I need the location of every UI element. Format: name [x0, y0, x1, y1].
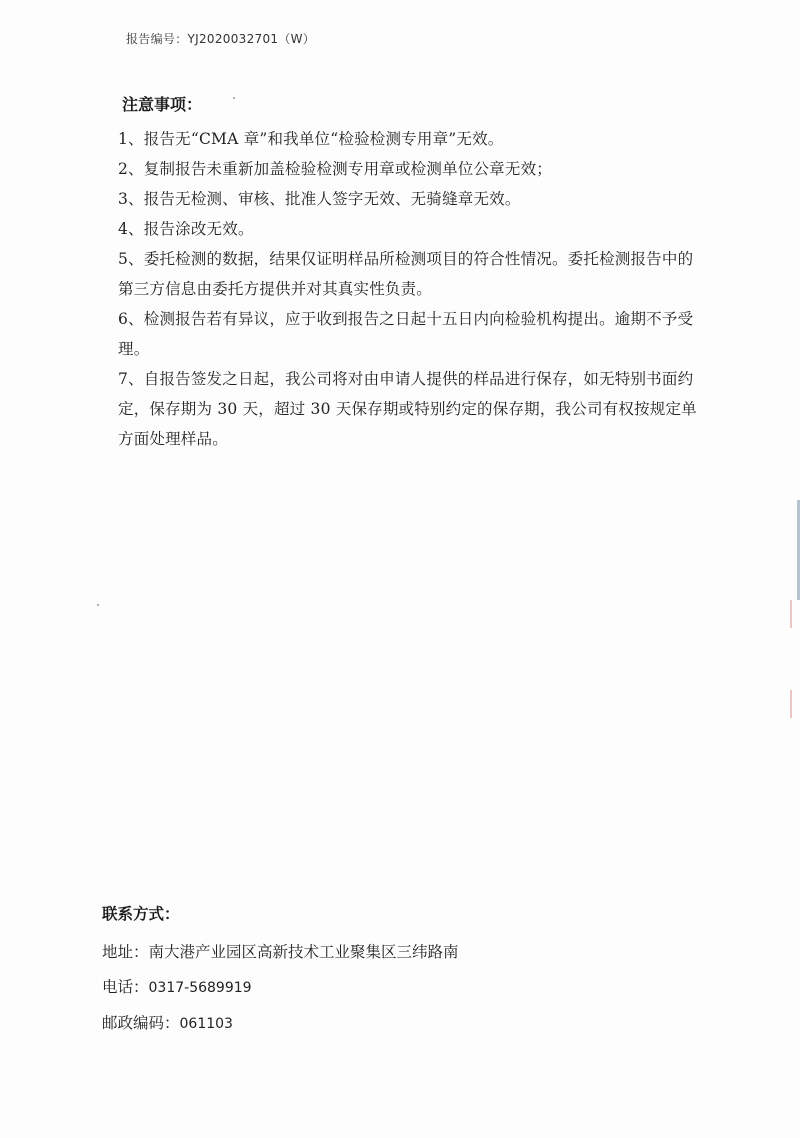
seal-fragment-mark: [790, 690, 798, 718]
phone-label: 电话：: [102, 978, 149, 996]
scan-speck: [233, 97, 235, 99]
contact-zip: [102, 1011, 233, 1033]
address-label: 地址：: [102, 943, 149, 961]
scan-speck: [97, 604, 99, 606]
contact-title: 联系方式：: [102, 904, 180, 923]
notes-list: [118, 124, 698, 454]
note-item-2: 2、复制报告未重新加盖检验检测专用章或检测单位公章无效；: [118, 160, 552, 178]
note-item-5: 5、委托检测的数据，结果仅证明样品所检测项目的符合性情况。委托检测报告中的第三方信息由委托方提供并对其真实性负责。: [118, 250, 694, 298]
seal-fragment-mark: [790, 600, 798, 628]
note-item-3: 3、报告无检测、审核、批准人签字无效、无骑缝章无效。: [118, 190, 521, 208]
note-item-1: 1、报告无“CMA 章”和我单位“检验检测专用章”无效。: [118, 130, 504, 148]
address-value: 南大港产业园区高新技术工业聚集区三纬路南: [148, 943, 459, 961]
zip-value: 061103: [179, 1016, 233, 1032]
note-item-4: 4、报告涂改无效。: [118, 220, 254, 238]
zip-label: 邮政编码：: [102, 1014, 180, 1032]
report-number: 报告编号：YJ2020032701（W）: [126, 32, 316, 46]
contact-phone: [102, 975, 252, 997]
note-item-7: 7、自报告签发之日起，我公司将对由申请人提供的样品进行保存，如无特别书面约定，保存期为 30 天，超过 30 天保存期或特别约定的保存期，我公司有权按规定单方面处理样品。: [118, 370, 697, 448]
note-item-6: 6、检测报告若有异议，应于收到报告之日起十五日内向检验机构提出。逾期不予受理。: [118, 310, 694, 358]
notes-title: 注意事项：: [122, 95, 203, 114]
phone-value: 0317-5689919: [148, 980, 252, 996]
contact-address: [102, 940, 459, 962]
